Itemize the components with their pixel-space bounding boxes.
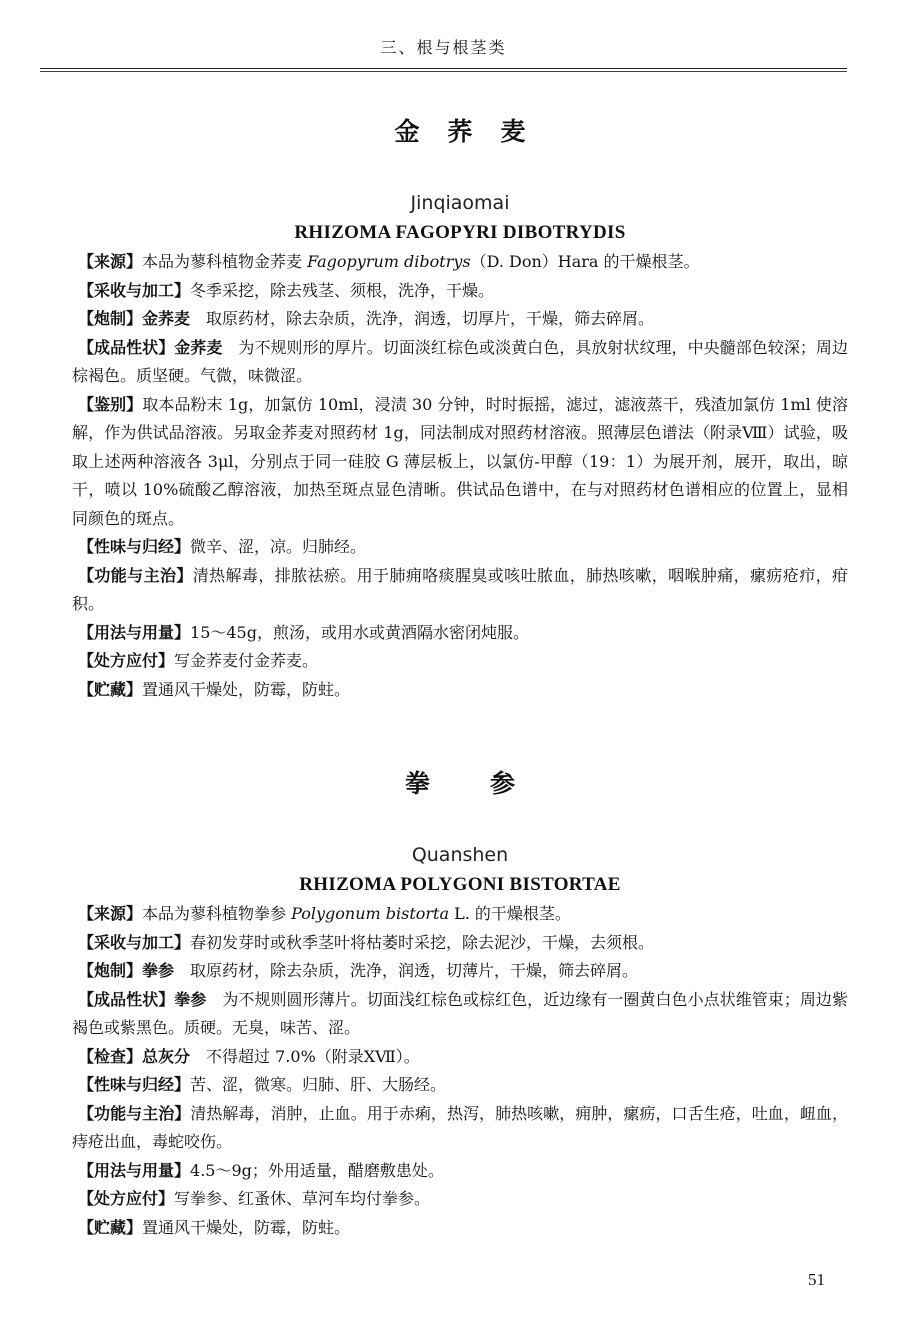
entry-latin-name: RHIZOMA FAGOPYRI DIBOTRYDIS (294, 222, 626, 243)
processing-text: 取原药材，除去杂质，洗净，润透，切薄片，干燥，筛去碎屑。 (174, 961, 639, 980)
nature-tag: 【性味与归经】 (78, 1075, 191, 1094)
harvest-tag: 【采收与加工】 (78, 932, 191, 952)
nature-text: 微辛、涩，凉。归肺经。 (190, 537, 367, 556)
properties-sub: 拳参 (174, 989, 207, 1009)
entry-title: 金荞麦 (394, 117, 554, 146)
prescription-text: 写拳参、红蚤休、草河车均付拳参。 (174, 1189, 431, 1208)
entry-pinyin: Quanshen (411, 844, 509, 866)
harvest-paragraph (72, 929, 848, 958)
source-post: L. 的干燥根茎。 (449, 904, 571, 923)
properties-paragraph (72, 986, 848, 1043)
usage-text: 4.5～9g；外用适量，醋磨敷患处。 (190, 1160, 444, 1180)
nature-paragraph (72, 533, 848, 562)
storage-paragraph (72, 1214, 848, 1243)
usage-text: 15～45g，煎汤，或用水或黄酒隔水密闭炖服。 (190, 622, 529, 642)
usage-paragraph (72, 1157, 848, 1186)
running-header-text: 三、根与根茎类 (380, 38, 507, 57)
source-pre: 本品为蓼科植物金荞麦 (142, 252, 308, 271)
storage-tag: 【贮藏】 (78, 1217, 143, 1237)
source-tag: 【来源】 (78, 252, 143, 271)
inspection-text: 不得超过 7.0%（附录ⅩⅦ）。 (190, 1046, 420, 1066)
processing-sub: 金荞麦 (142, 309, 191, 328)
storage-text: 置通风干燥处，防霉，防蛀。 (142, 679, 351, 699)
running-header (40, 30, 847, 69)
usage-tag: 【用法与用量】 (78, 1160, 191, 1180)
properties-tag: 【成品性状】 (78, 337, 175, 357)
storage-tag: 【贮藏】 (78, 679, 143, 699)
harvest-tag: 【采收与加工】 (78, 280, 191, 300)
function-tag: 【功能与主治】 (78, 565, 193, 585)
properties-text: 为不规则形的厚片。切面淡红棕色或淡黄白色，具放射状纹理，中央髓部色较深；周边棕褐色。质坚硬。气微，味微涩。 (72, 337, 848, 385)
source-latin: Fagopyrum dibotrys (307, 252, 471, 271)
source-latin: Polygonum bistorta (291, 904, 450, 923)
source-pre: 本品为蓼科植物拳参 (142, 904, 292, 923)
usage-tag: 【用法与用量】 (78, 622, 191, 642)
storage-paragraph (72, 676, 848, 705)
inspection-paragraph (72, 1043, 848, 1072)
entry-quanshen (72, 764, 848, 1242)
function-text: 清热解毒，排脓祛瘀。用于肺痈咯痰腥臭或咳吐脓血，肺热咳嗽，咽喉肿痛，瘰疬疮疖，疳积。 (72, 565, 848, 613)
storage-text: 置通风干燥处，防霉，防蛀。 (142, 1217, 351, 1237)
page-number: 51 (808, 1270, 825, 1289)
entry-pinyin: Jinqiaomai (410, 192, 510, 214)
processing-text: 取原药材，除去杂质，洗净，润透，切厚片，干燥，筛去碎屑。 (190, 309, 655, 328)
source-tag: 【来源】 (78, 904, 143, 923)
processing-paragraph (72, 957, 848, 986)
function-paragraph (72, 1100, 848, 1157)
prescription-paragraph (72, 647, 848, 676)
properties-sub: 金荞麦 (174, 337, 223, 357)
harvest-text: 冬季采挖，除去残茎、须根，洗净，干燥。 (190, 280, 495, 300)
identification-tag: 【鉴别】 (78, 394, 143, 414)
properties-text: 为不规则圆形薄片。切面浅红棕色或棕红色，近边缘有一圈黄白色小点状维管束；周边紫褐色或紫黑色。质硬。无臭，味苦、涩。 (72, 989, 848, 1037)
source-paragraph (72, 900, 848, 929)
entry-latin-name: RHIZOMA POLYGONI BISTORTAE (299, 874, 621, 895)
processing-paragraph (72, 305, 848, 334)
nature-tag: 【性味与归经】 (78, 537, 191, 556)
harvest-paragraph (72, 277, 848, 306)
entry-jinqiaomai (72, 112, 848, 704)
function-paragraph (72, 562, 848, 619)
source-paragraph (72, 248, 848, 277)
prescription-paragraph (72, 1185, 848, 1214)
inspection-sub: 总灰分 (142, 1046, 191, 1066)
source-post: （D. Don）Hara 的干燥根茎。 (470, 252, 700, 271)
prescription-text: 写金荞麦付金荞麦。 (174, 651, 319, 670)
entry-title: 拳参 (404, 769, 575, 798)
identification-paragraph (72, 391, 848, 534)
inspection-tag: 【检查】 (78, 1046, 143, 1066)
prescription-tag: 【处方应付】 (78, 1189, 175, 1208)
processing-sub: 拳参 (142, 961, 175, 980)
nature-text: 苦、涩，微寒。归肺、肝、大肠经。 (190, 1075, 447, 1094)
prescription-tag: 【处方应付】 (78, 651, 175, 670)
identification-text: 取本品粉末 1g，加氯仿 10ml，浸渍 30 分钟，时时振摇，滤过，滤液蒸干，残渣加氯仿 1ml 使溶解，作为供试品溶液。另取金荞麦对照药材 1g，同法制成对照药材溶液。照薄层色谱法（附录Ⅷ）试验，吸取上述两种溶液各 3μl，分别点于同一硅胶 G 薄层板上，以氯仿-甲醇（19：1）为展开剂，展开，取出，晾干，喷以 10%硫酸乙醇溶液，加热至斑点显色清晰。供试品色谱中，在与对照药材色谱相应的位置上，显相同颜色的斑点。 (72, 394, 848, 528)
properties-tag: 【成品性状】 (78, 989, 175, 1009)
nature-paragraph (72, 1071, 848, 1100)
function-tag: 【功能与主治】 (78, 1103, 191, 1123)
function-text: 清热解毒，消肿，止血。用于赤痢，热泻，肺热咳嗽，痈肿，瘰疬，口舌生疮，吐血，衄血，痔疮出血，毒蛇咬伤。 (72, 1103, 848, 1151)
usage-paragraph (72, 619, 848, 648)
properties-paragraph (72, 334, 848, 391)
processing-tag: 【炮制】 (78, 961, 143, 980)
harvest-text: 春初发芽时或秋季茎叶将枯萎时采挖，除去泥沙，干燥，去须根。 (190, 932, 655, 952)
processing-tag: 【炮制】 (78, 309, 143, 328)
